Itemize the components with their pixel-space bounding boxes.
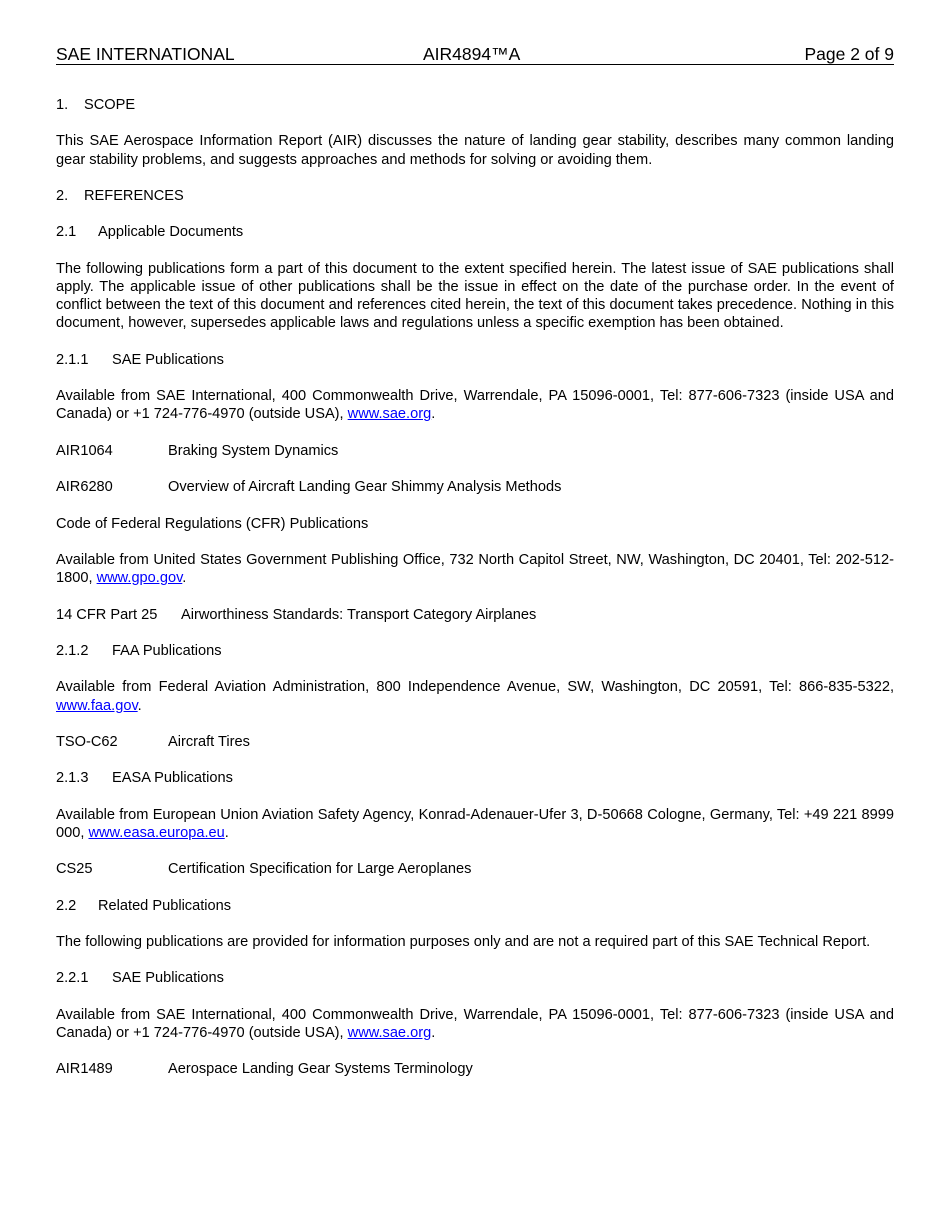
section-title: SAE Publications — [112, 351, 224, 368]
faa-availability-paragraph: Available from Federal Aviation Administration, 800 Independence Avenue, SW, Washington, DC 20591, Tel: 866-835-5322, www.faa.gov. — [56, 679, 894, 714]
section-heading-applicable-documents — [56, 223, 894, 241]
section-title: FAA Publications — [112, 642, 222, 659]
availability-text: Available from United States Government Publishing Office, 732 North Capitol Street, NW, Washington, DC 20401, Tel: 202-512-1800, — [56, 551, 894, 587]
section-heading-sae-publications — [56, 351, 894, 369]
scope-paragraph: This SAE Aerospace Information Report (AIR) discusses the nature of landing gear stability, describes many common landing gear stability problems, and suggests approaches and methods for solving or avoiding them. — [56, 133, 894, 168]
reference-code: AIR1489 — [56, 1061, 113, 1078]
section-number: 2.2 — [56, 897, 77, 914]
related-publications-paragraph: The following publications are provided for information purposes only and are not a required part of this SAE Technical Report. — [56, 934, 871, 951]
sae-website-link[interactable]: www.sae.org — [347, 1025, 432, 1042]
reference-code: CS25 — [56, 861, 93, 878]
reference-title: Certification Specification for Large Aeroplanes — [168, 861, 472, 878]
section-title: SCOPE — [84, 97, 136, 113]
reference-title: Braking System Dynamics — [168, 442, 339, 459]
document-body — [56, 96, 894, 1097]
reference-title: Aircraft Tires — [168, 733, 250, 750]
cfr-availability-paragraph: Available from United States Government Publishing Office, 732 North Capitol Street, NW, Washington, DC 20401, Tel: 202-512-1800, www.gpo.gov. — [56, 551, 894, 587]
faa-website-link[interactable]: www.faa.gov — [56, 697, 138, 714]
reference-title: Overview of Aircraft Landing Gear Shimmy Analysis Methods — [168, 479, 562, 496]
section-number: 2. — [56, 187, 69, 204]
section-number: 1. — [56, 97, 69, 113]
applicable-documents-paragraph: The following publications form a part of this document to the extent specified herein. The latest issue of SAE publications shall apply. The applicable issue of other publications shall be the issue in effect on the date of the purchase order. In the event of conflict between the text of this document and references cited herein, the text of this document takes precedence. Nothing in this document, however, supersedes applicable laws and regulations unless a specific exemption has been obtained. — [56, 260, 894, 332]
gpo-website-link[interactable]: www.gpo.gov — [96, 570, 183, 587]
section-title: EASA Publications — [112, 770, 233, 787]
availability-text: Available from Federal Aviation Administration, 800 Independence Avenue, SW, Washington, DC 20591, Tel: 866-835-5322, — [56, 679, 894, 696]
reference-code: AIR1064 — [56, 442, 113, 459]
header-doc-number: AIR4894™A — [423, 44, 521, 64]
availability-text: Available from SAE International, 400 Commonwealth Drive, Warrendale, PA 15096-0001, Tel: 877-606-7323 (inside USA and Canada) or +1 724-776-4970 (outside USA), — [56, 1006, 894, 1042]
section-title: SAE Publications — [112, 970, 224, 987]
section-heading-related-publications — [56, 897, 894, 915]
reference-code: AIR6280 — [56, 479, 113, 496]
header-org: SAE INTERNATIONAL — [56, 44, 235, 64]
related-sae-availability-paragraph: Available from SAE International, 400 Commonwealth Drive, Warrendale, PA 15096-0001, Tel: 877-606-7323 (inside USA and Canada) or +1 724-776-4970 (outside USA), www.sae.org. — [56, 1006, 894, 1042]
reference-entry-air6280 — [56, 478, 894, 496]
section-heading-easa-publications — [56, 769, 894, 787]
section-title: Applicable Documents — [98, 224, 244, 241]
sae-website-link[interactable]: www.sae.org — [347, 406, 432, 423]
section-heading-faa-publications — [56, 642, 894, 660]
reference-entry-air1489 — [56, 1060, 894, 1078]
reference-title: Aerospace Landing Gear Systems Terminology — [168, 1061, 473, 1078]
availability-text: Available from European Union Aviation Safety Agency, Konrad-Adenauer-Ufer 3, D-50668 Cologne, Germany, Tel: +49 221 8999 000, — [56, 806, 894, 841]
cfr-publications-heading: Code of Federal Regulations (CFR) Publications — [56, 515, 369, 532]
header-page-label: Page 2 of 9 — [804, 44, 894, 64]
reference-entry-14cfr25 — [56, 606, 894, 624]
section-number: 2.1.3 — [56, 770, 89, 787]
section-number: 2.1 — [56, 224, 77, 241]
availability-text: Available from SAE International, 400 Commonwealth Drive, Warrendale, PA 15096-0001, Tel: 877-606-7323 (inside USA and Canada) or +1 724-776-4970 (outside USA), — [56, 388, 894, 423]
easa-availability-paragraph: Available from European Union Aviation Safety Agency, Konrad-Adenauer-Ufer 3, D-50668 Cologne, Germany, Tel: +49 221 8999 000, www.easa.europa.eu. — [56, 806, 894, 841]
reference-entry-tso-c62 — [56, 733, 894, 751]
section-heading-scope — [56, 96, 894, 114]
easa-website-link[interactable]: www.easa.europa.eu — [88, 824, 225, 841]
section-heading-related-sae-publications — [56, 969, 894, 987]
section-title: Related Publications — [98, 897, 232, 914]
reference-entry-air1064 — [56, 442, 894, 460]
reference-code: TSO-C62 — [56, 733, 118, 750]
sae-availability-paragraph: Available from SAE International, 400 Commonwealth Drive, Warrendale, PA 15096-0001, Tel: 877-606-7323 (inside USA and Canada) or +1 724-776-4970 (outside USA), www.sae.org. — [56, 388, 894, 423]
reference-entry-cs25 — [56, 860, 894, 878]
section-number: 2.1.1 — [56, 351, 89, 368]
section-heading-references — [56, 187, 894, 205]
section-number: 2.1.2 — [56, 642, 89, 659]
section-title: REFERENCES — [84, 187, 184, 204]
page-header — [56, 44, 894, 65]
reference-code: 14 CFR Part 25 — [56, 606, 158, 623]
reference-title: Airworthiness Standards: Transport Category Airplanes — [181, 606, 537, 623]
section-number: 2.2.1 — [56, 970, 89, 987]
